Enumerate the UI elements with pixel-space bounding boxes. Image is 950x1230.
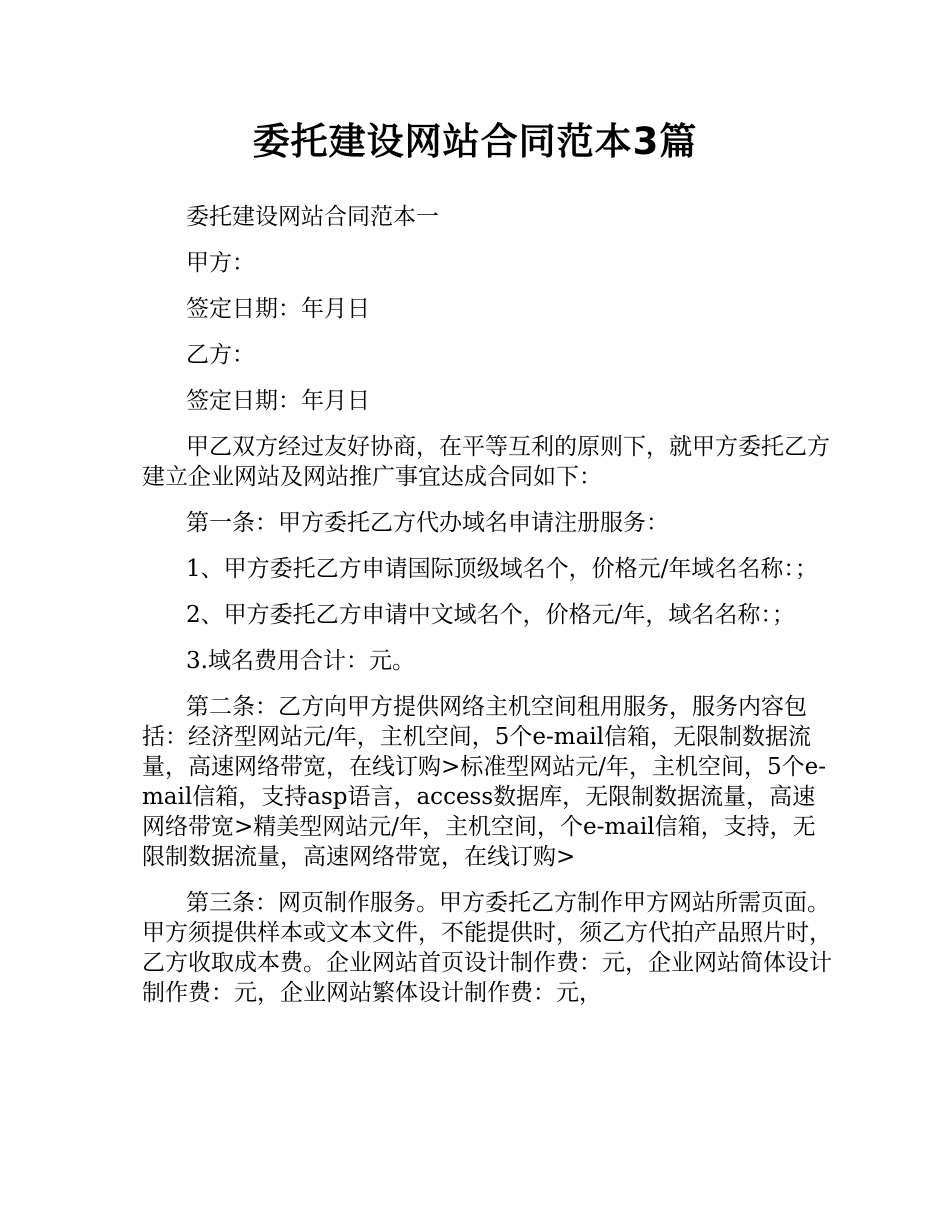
preamble-paragraph: 甲乙双方经过友好协商，在平等互利的原则下，就甲方委托乙方建立企业网站及网站推广事宜达成合同如下： xyxy=(142,434,830,490)
party-b-label: 乙方： xyxy=(186,342,255,368)
article-2-paragraph: 第二条：乙方向甲方提供网络主机空间租用服务，服务内容包括：经济型网站元/年，主机空间，5个e-mail信箱，无限制数据流量，高速网络带宽，在线订购>标准型网站元/年，主机空间，5个e-mail信箱，支持asp语言，access数据库，无限制数据流量，高速网络带宽>精美型网站元/年，主机空间，个e-mail信箱，支持，无限制数据流量，高速网络带宽，在线订购> xyxy=(142,694,827,870)
party-a-sign-date: 签定日期：年月日 xyxy=(186,296,370,322)
article-1-heading: 第一条：甲方委托乙方代办域名申请注册服务： xyxy=(186,510,669,536)
article-1-item-3: 3.域名费用合计：元。 xyxy=(186,648,415,674)
party-b-sign-date: 签定日期：年月日 xyxy=(186,388,370,414)
party-a-label: 甲方： xyxy=(186,250,255,276)
document-body xyxy=(142,202,832,1024)
section-heading: 委托建设网站合同范本一 xyxy=(186,204,439,230)
article-3-paragraph: 第三条：网页制作服务。甲方委托乙方制作甲方网站所需页面。甲方须提供样本或文本文件，不能提供时，须乙方代拍产品照片时，乙方收取成本费。企业网站首页设计制作费：元，企业网站简体设计制作费：元，企业网站繁体设计制作费：元， xyxy=(142,890,832,1006)
article-1-item-1: 1、甲方委托乙方申请国际顶级域名个，价格元/年域名名称：； xyxy=(186,556,818,582)
document-title: 委托建设网站合同范本3篇 xyxy=(252,120,698,163)
article-1-item-2: 2、甲方委托乙方申请中文域名个，价格元/年，域名名称：； xyxy=(186,602,795,628)
